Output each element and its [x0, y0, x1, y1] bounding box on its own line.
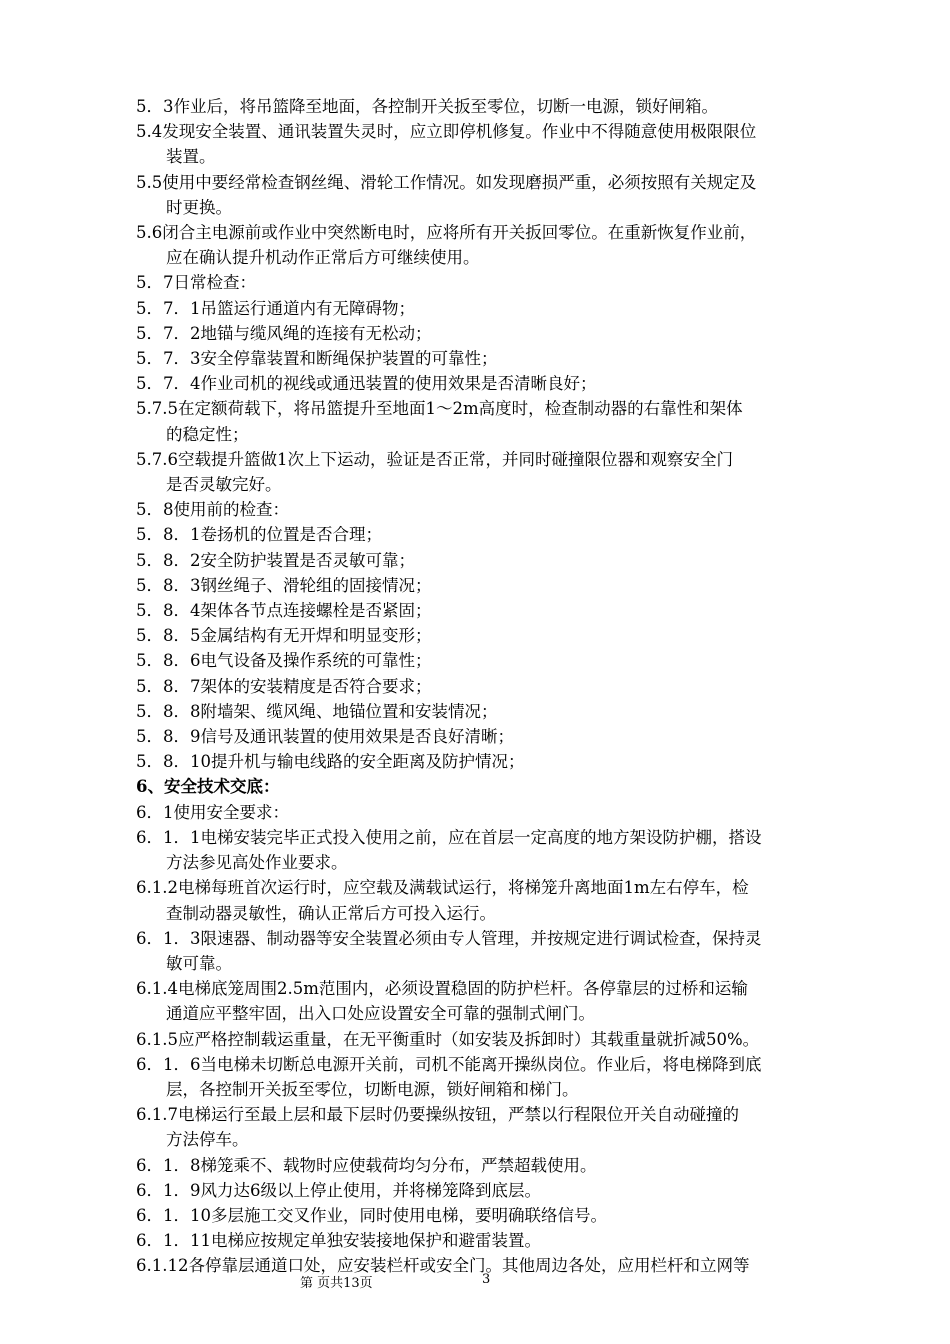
paragraph-line: 5.6闭合主电源前或作业中突然断电时，应将所有开关扳回零位。在重新恢复作业前， [136, 223, 757, 243]
paragraph-line: 6．1．6当电梯未切断总电源开关前，司机不能离开操纵岗位。作业后，将电梯降到底 [136, 1054, 762, 1074]
document-body [136, 94, 842, 1279]
paragraph-line: 5．7．2地锚与缆风绳的连接有无松动； [136, 323, 432, 343]
paragraph-line: 5．7．4作业司机的视线或通迅装置的使用效果是否清晰良好； [136, 374, 597, 394]
paragraph-continuation: 层，各控制开关扳至零位，切断电源，锁好闸箱和梯门。 [166, 1079, 579, 1099]
paragraph-line: 6.1.2电梯每班首次运行时，应空载及满载试运行，将梯笼升离地面1m左右停车，检 [136, 878, 749, 898]
paragraph-line: 5.7.6空载提升篮做1次上下运动，验证是否正常，并同时碰撞限位器和观察安全门 [136, 449, 733, 469]
paragraph-continuation: 通道应平整牢固，出入口处应设置安全可靠的强制式闸门。 [166, 1004, 595, 1024]
paragraph-line: 5.5使用中要经常检查钢丝绳、滑轮工作情况。如发现磨损严重，必须按照有关规定及 [136, 172, 757, 192]
paragraph-line: 5.4发现安全装置、通讯装置失灵时，应立即停机修复。作业中不得随意使用极限限位 [136, 122, 757, 142]
page-footer [0, 1272, 950, 1292]
paragraph-continuation: 方法停车。 [166, 1130, 249, 1150]
page-count-label: 第 页共13页 [300, 1276, 373, 1291]
paragraph-line: 6.1.7电梯运行至最上层和最下层时仍要操纵按钮，严禁以行程限位开关自动碰撞的 [136, 1105, 739, 1125]
page-number: 3 [482, 1272, 491, 1287]
paragraph-continuation: 查制动器灵敏性，确认正常后方可投入运行。 [166, 903, 496, 923]
paragraph-line: 6．1使用安全要求： [136, 802, 289, 822]
paragraph-line: 5．8．1卷扬机的位置是否合理； [136, 525, 382, 545]
paragraph-line: 6.1.12各停靠层通道口处，应安装栏杆或安全门。其他周边各处，应用栏杆和立网等 [136, 1256, 750, 1276]
paragraph-line: 5．3作业后，将吊篮降至地面，各控制开关扳至零位，切断一电源，锁好闸箱。 [136, 97, 718, 116]
paragraph-line: 6．1．10多层施工交叉作业，同时使用电梯，要明确联络信号。 [136, 1205, 607, 1225]
paragraph-line: 6.1.5应严格控制载运重量，在无平衡重时（如安装及拆卸时）其载重量就折减50%。 [136, 1029, 760, 1049]
paragraph-line: 6．1．1电梯安装完毕正式投入使用之前，应在首层一定高度的地方架设防护棚，搭设 [136, 827, 762, 847]
paragraph-line: 5．8．8附墙架、缆风绳、地锚位置和安装情况； [136, 701, 498, 721]
paragraph-line: 5．7日常检查： [136, 273, 256, 293]
paragraph-line: 5．8．5金属结构有无开焊和明显变形； [136, 626, 432, 646]
paragraph-line: 5．8．9信号及通讯装置的使用效果是否良好清晰； [136, 727, 514, 747]
paragraph-continuation: 的稳定性； [166, 424, 249, 444]
paragraph-line: 6．1．8梯笼乘不、载物时应使载荷均匀分布，严禁超载使用。 [136, 1155, 597, 1175]
paragraph-line: 5．8．10提升机与输电线路的安全距离及防护情况； [136, 752, 525, 772]
paragraph-line: 6．1．9风力达6级以上停止使用，并将梯笼降到底层。 [136, 1180, 541, 1200]
paragraph-continuation: 装置。 [166, 147, 216, 167]
paragraph-line: 6．1．11电梯应按规定单独安装接地保护和避雷装置。 [136, 1231, 541, 1251]
paragraph-continuation: 方法参见高处作业要求。 [166, 853, 348, 873]
paragraph-line: 5．8使用前的检查： [136, 500, 289, 520]
paragraph-continuation: 敏可靠。 [166, 953, 232, 973]
paragraph-line: 5．8．6电气设备及操作系统的可靠性； [136, 651, 432, 671]
paragraph-line: 5.7.5在定额荷载下，将吊篮提升至地面1～2m高度时，检查制动器的右靠性和架体 [136, 399, 743, 419]
paragraph-line: 5．7．3安全停靠装置和断绳保护装置的可靠性； [136, 349, 498, 369]
paragraph-line: 5．7．1吊篮运行通道内有无障碍物； [136, 298, 415, 318]
paragraph-line: 6．1．3限速器、制动器等安全装置必须由专人管理，并按规定进行调试检查，保持灵 [136, 928, 762, 948]
paragraph-continuation: 时更换。 [166, 197, 232, 217]
section-heading: 6、安全技术交底： [136, 777, 280, 797]
paragraph-continuation: 是否灵敏完好。 [166, 475, 282, 495]
paragraph-line: 6.1.4电梯底笼周围2.5m范围内，必须设置稳固的防护栏杆。各停靠层的过桥和运输 [136, 979, 748, 999]
paragraph-line: 5．8．7架体的安装精度是否符合要求； [136, 676, 432, 696]
paragraph-continuation: 应在确认提升机动作正常后方可继续使用。 [166, 248, 480, 268]
paragraph-line: 5．8．3钢丝绳子、滑轮组的固接情况； [136, 575, 432, 595]
paragraph-line: 5．8．2安全防护装置是否灵敏可靠； [136, 550, 415, 570]
paragraph-line: 5．8．4架体各节点连接螺栓是否紧固； [136, 601, 432, 621]
